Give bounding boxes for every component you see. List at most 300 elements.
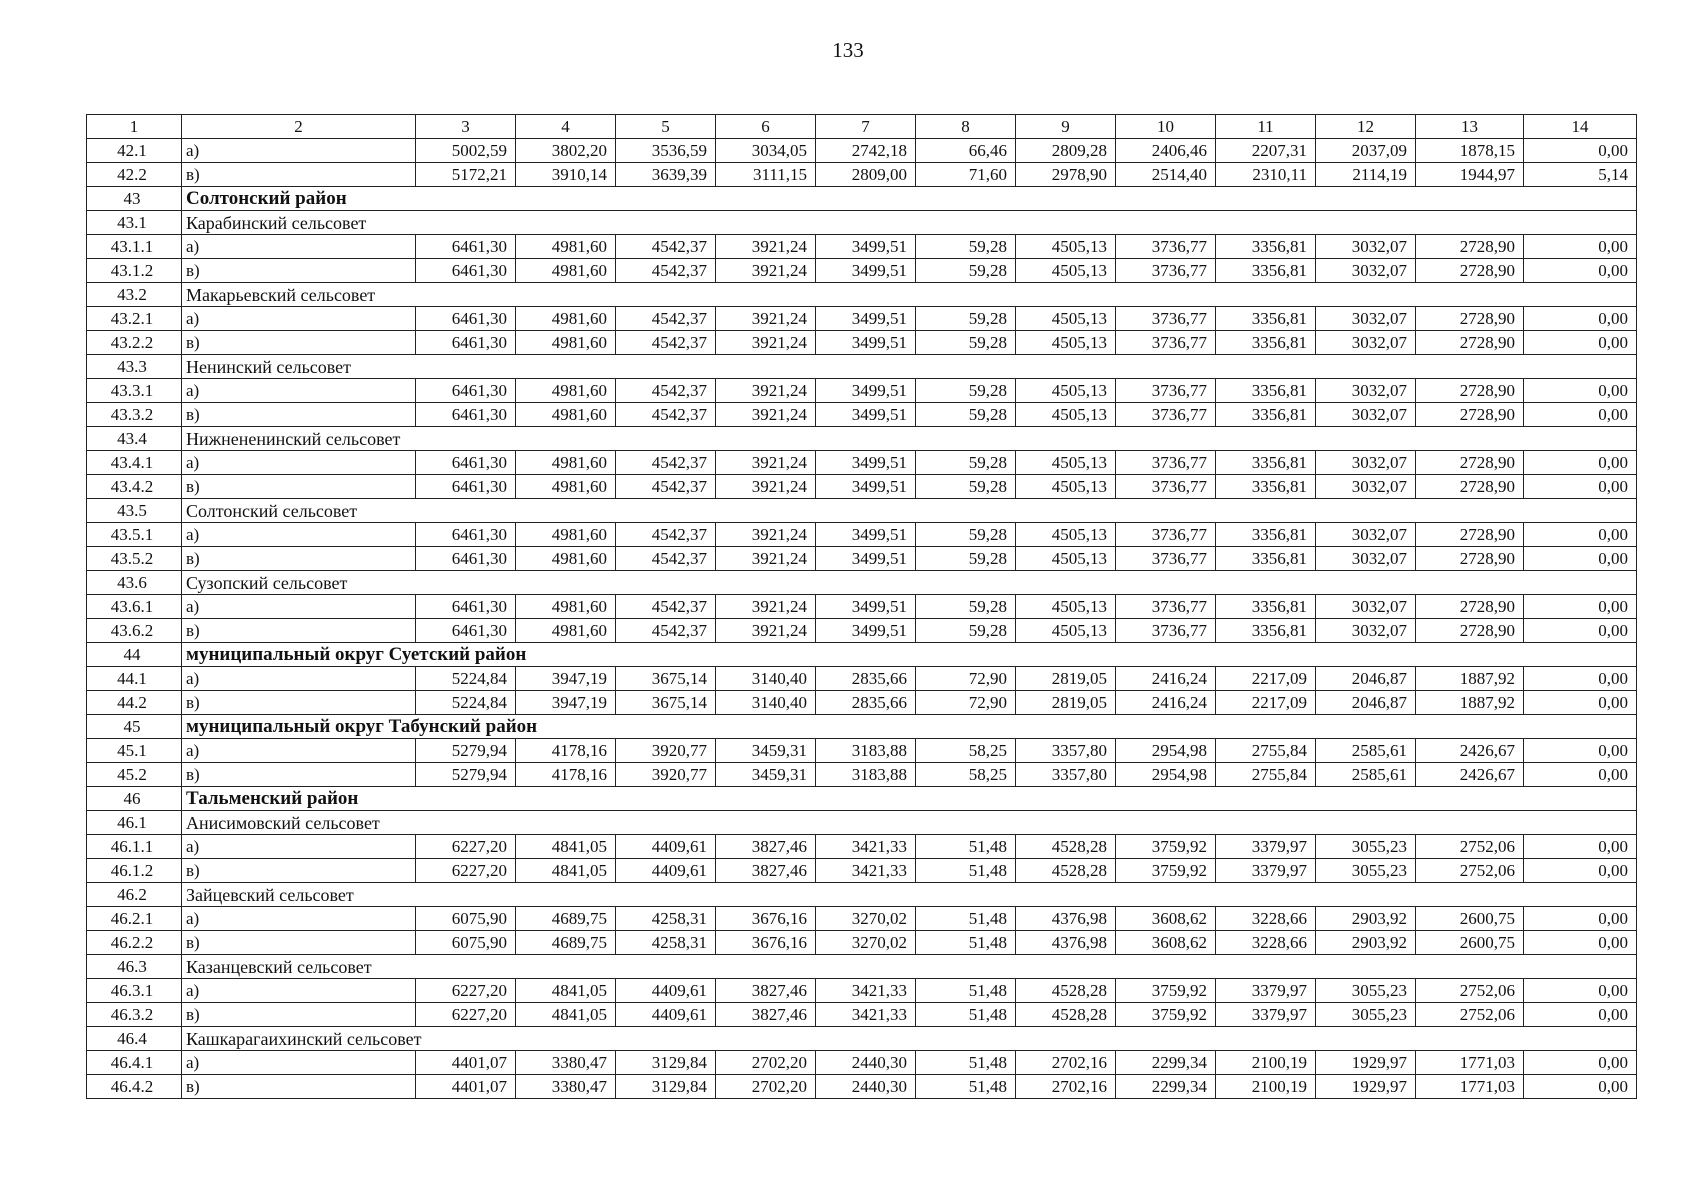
district-row [87,643,1637,667]
row-variant: в) [182,859,416,883]
value-cell: 3228,66 [1216,931,1316,955]
value-cell: 2440,30 [816,1051,916,1075]
column-header: 10 [1116,115,1216,139]
value-cell: 3356,81 [1216,331,1316,355]
value-cell: 4505,13 [1016,547,1116,571]
value-cell: 0,00 [1524,379,1637,403]
value-cell: 2742,18 [816,139,916,163]
value-cell: 3499,51 [816,523,916,547]
value-cell: 4981,60 [516,331,616,355]
value-cell: 4981,60 [516,475,616,499]
value-cell: 4409,61 [616,835,716,859]
row-code: 46.4.1 [87,1051,182,1075]
value-cell: 2728,90 [1416,403,1524,427]
value-cell: 4505,13 [1016,331,1116,355]
value-cell: 3183,88 [816,763,916,787]
table-row [87,259,1637,283]
row-code: 44 [87,643,182,667]
value-cell: 2728,90 [1416,259,1524,283]
value-cell: 3228,66 [1216,907,1316,931]
value-cell: 3675,14 [616,691,716,715]
value-cell: 3032,07 [1316,235,1416,259]
value-cell: 4528,28 [1016,835,1116,859]
value-cell: 3736,77 [1116,547,1216,571]
row-variant: а) [182,739,416,763]
value-cell: 3356,81 [1216,475,1316,499]
value-cell: 2440,30 [816,1075,916,1099]
row-code: 46.2.1 [87,907,182,931]
value-cell: 3183,88 [816,739,916,763]
value-cell: 4409,61 [616,979,716,1003]
value-cell: 4528,28 [1016,859,1116,883]
row-code: 43.2 [87,283,182,307]
value-cell: 51,48 [916,979,1016,1003]
row-code: 46.2 [87,883,182,907]
tariff-table [86,114,1637,1099]
table-row [87,379,1637,403]
value-cell: 3421,33 [816,835,916,859]
value-cell: 3639,39 [616,163,716,187]
value-cell: 2702,16 [1016,1051,1116,1075]
district-name: Солтонский район [182,187,1637,211]
value-cell: 6461,30 [416,475,516,499]
table-row [87,739,1637,763]
value-cell: 0,00 [1524,1051,1637,1075]
value-cell: 4401,07 [416,1051,516,1075]
value-cell: 4542,37 [616,547,716,571]
row-code: 43.4 [87,427,182,451]
row-variant: в) [182,619,416,643]
table-row [87,931,1637,955]
value-cell: 3499,51 [816,331,916,355]
value-cell: 3270,02 [816,931,916,955]
value-cell: 3032,07 [1316,331,1416,355]
value-cell: 1929,97 [1316,1075,1416,1099]
value-cell: 4981,60 [516,235,616,259]
value-cell: 0,00 [1524,235,1637,259]
value-cell: 2702,20 [716,1075,816,1099]
value-cell: 66,46 [916,139,1016,163]
value-cell: 2416,24 [1116,691,1216,715]
table-row [87,979,1637,1003]
value-cell: 4505,13 [1016,259,1116,283]
value-cell: 72,90 [916,667,1016,691]
row-code: 45 [87,715,182,739]
value-cell: 4258,31 [616,931,716,955]
value-cell: 4542,37 [616,235,716,259]
value-cell: 2100,19 [1216,1051,1316,1075]
value-cell: 2728,90 [1416,307,1524,331]
value-cell: 6461,30 [416,595,516,619]
column-header: 5 [616,115,716,139]
value-cell: 6461,30 [416,379,516,403]
value-cell: 59,28 [916,523,1016,547]
row-code: 43.3.2 [87,403,182,427]
row-code: 45.1 [87,739,182,763]
value-cell: 3499,51 [816,307,916,331]
column-header: 6 [716,115,816,139]
value-cell: 2310,11 [1216,163,1316,187]
value-cell: 1771,03 [1416,1075,1524,1099]
value-cell: 6461,30 [416,331,516,355]
row-code: 43.5 [87,499,182,523]
value-cell: 4542,37 [616,259,716,283]
value-cell: 72,90 [916,691,1016,715]
value-cell: 6461,30 [416,619,516,643]
value-cell: 59,28 [916,547,1016,571]
value-cell: 3032,07 [1316,547,1416,571]
row-code: 46.1.1 [87,835,182,859]
value-cell: 0,00 [1524,1003,1637,1027]
value-cell: 2046,87 [1316,691,1416,715]
value-cell: 5,14 [1524,163,1637,187]
row-variant: в) [182,1003,416,1027]
value-cell: 3675,14 [616,667,716,691]
value-cell: 4542,37 [616,451,716,475]
value-cell: 3032,07 [1316,475,1416,499]
row-code: 43.6.2 [87,619,182,643]
council-row [87,1027,1637,1051]
value-cell: 0,00 [1524,547,1637,571]
column-number-row [87,115,1637,139]
value-cell: 0,00 [1524,331,1637,355]
value-cell: 3608,62 [1116,907,1216,931]
value-cell: 3357,80 [1016,763,1116,787]
value-cell: 3356,81 [1216,595,1316,619]
council-row [87,427,1637,451]
row-code: 46.3.1 [87,979,182,1003]
value-cell: 4542,37 [616,379,716,403]
row-code: 46.1.2 [87,859,182,883]
value-cell: 2600,75 [1416,907,1524,931]
value-cell: 0,00 [1524,451,1637,475]
value-cell: 0,00 [1524,691,1637,715]
value-cell: 0,00 [1524,931,1637,955]
council-name: Зайцевский сельсовет [182,883,1637,907]
page-number: 133 [832,38,864,62]
value-cell: 3032,07 [1316,403,1416,427]
value-cell: 6461,30 [416,403,516,427]
value-cell: 2752,06 [1416,979,1524,1003]
value-cell: 1878,15 [1416,139,1524,163]
value-cell: 2903,92 [1316,907,1416,931]
value-cell: 2755,84 [1216,739,1316,763]
value-cell: 4689,75 [516,907,616,931]
value-cell: 1887,92 [1416,667,1524,691]
value-cell: 6227,20 [416,835,516,859]
row-code: 46.3.2 [87,1003,182,1027]
value-cell: 2037,09 [1316,139,1416,163]
value-cell: 4409,61 [616,859,716,883]
value-cell: 3736,77 [1116,259,1216,283]
value-cell: 4178,16 [516,763,616,787]
value-cell: 3759,92 [1116,979,1216,1003]
row-code: 44.1 [87,667,182,691]
table-row [87,835,1637,859]
value-cell: 3736,77 [1116,523,1216,547]
table-row [87,403,1637,427]
district-row [87,187,1637,211]
value-cell: 59,28 [916,595,1016,619]
district-row [87,715,1637,739]
row-variant: а) [182,979,416,1003]
value-cell: 59,28 [916,235,1016,259]
value-cell: 59,28 [916,331,1016,355]
value-cell: 6075,90 [416,907,516,931]
value-cell: 3421,33 [816,979,916,1003]
row-variant: в) [182,475,416,499]
column-header: 13 [1416,115,1524,139]
value-cell: 2728,90 [1416,235,1524,259]
value-cell: 2416,24 [1116,667,1216,691]
value-cell: 59,28 [916,403,1016,427]
row-code: 46.2.2 [87,931,182,955]
value-cell: 6227,20 [416,979,516,1003]
value-cell: 4841,05 [516,979,616,1003]
row-code: 43.4.1 [87,451,182,475]
value-cell: 51,48 [916,859,1016,883]
value-cell: 3032,07 [1316,307,1416,331]
value-cell: 3499,51 [816,235,916,259]
value-cell: 0,00 [1524,979,1637,1003]
value-cell: 2809,00 [816,163,916,187]
row-code: 43.2.1 [87,307,182,331]
value-cell: 3499,51 [816,259,916,283]
council-name: Нижнененинский сельсовет [182,427,1637,451]
column-header: 2 [182,115,416,139]
value-cell: 0,00 [1524,523,1637,547]
value-cell: 2809,28 [1016,139,1116,163]
value-cell: 6461,30 [416,547,516,571]
value-cell: 3356,81 [1216,259,1316,283]
value-cell: 3129,84 [616,1075,716,1099]
row-code: 46.4 [87,1027,182,1051]
value-cell: 2585,61 [1316,763,1416,787]
value-cell: 3921,24 [716,403,816,427]
row-variant: а) [182,139,416,163]
value-cell: 4542,37 [616,307,716,331]
value-cell: 51,48 [916,1075,1016,1099]
value-cell: 4542,37 [616,619,716,643]
column-header: 9 [1016,115,1116,139]
table-row [87,331,1637,355]
value-cell: 3055,23 [1316,1003,1416,1027]
value-cell: 3676,16 [716,907,816,931]
value-cell: 6075,90 [416,931,516,955]
value-cell: 5224,84 [416,691,516,715]
table-row [87,163,1637,187]
row-code: 43.3.1 [87,379,182,403]
table-row [87,1003,1637,1027]
value-cell: 3032,07 [1316,619,1416,643]
row-variant: в) [182,331,416,355]
value-cell: 2100,19 [1216,1075,1316,1099]
table-row [87,139,1637,163]
value-cell: 3759,92 [1116,1003,1216,1027]
row-variant: а) [182,835,416,859]
value-cell: 2954,98 [1116,739,1216,763]
value-cell: 0,00 [1524,139,1637,163]
value-cell: 4505,13 [1016,379,1116,403]
value-cell: 3736,77 [1116,619,1216,643]
value-cell: 3034,05 [716,139,816,163]
value-cell: 1771,03 [1416,1051,1524,1075]
value-cell: 3608,62 [1116,931,1216,955]
value-cell: 2406,46 [1116,139,1216,163]
table-row [87,547,1637,571]
value-cell: 51,48 [916,1051,1016,1075]
value-cell: 59,28 [916,379,1016,403]
value-cell: 3379,97 [1216,979,1316,1003]
value-cell: 2114,19 [1316,163,1416,187]
value-cell: 3736,77 [1116,235,1216,259]
row-code: 44.2 [87,691,182,715]
value-cell: 0,00 [1524,595,1637,619]
council-row [87,499,1637,523]
value-cell: 3356,81 [1216,307,1316,331]
value-cell: 4528,28 [1016,1003,1116,1027]
value-cell: 4528,28 [1016,979,1116,1003]
value-cell: 2978,90 [1016,163,1116,187]
table-row [87,595,1637,619]
value-cell: 0,00 [1524,907,1637,931]
row-code: 43.2.2 [87,331,182,355]
value-cell: 1944,97 [1416,163,1524,187]
value-cell: 4981,60 [516,451,616,475]
council-row [87,955,1637,979]
value-cell: 4841,05 [516,835,616,859]
value-cell: 3357,80 [1016,739,1116,763]
value-cell: 3759,92 [1116,859,1216,883]
row-variant: в) [182,259,416,283]
value-cell: 3736,77 [1116,307,1216,331]
value-cell: 51,48 [916,931,1016,955]
council-name: Макарьевский сельсовет [182,283,1637,307]
district-name: муниципальный округ Табунский район [182,715,1637,739]
row-code: 43.3 [87,355,182,379]
value-cell: 3356,81 [1216,235,1316,259]
row-code: 43.1 [87,211,182,235]
value-cell: 58,25 [916,739,1016,763]
row-variant: а) [182,379,416,403]
value-cell: 3921,24 [716,451,816,475]
value-cell: 2728,90 [1416,379,1524,403]
value-cell: 3827,46 [716,1003,816,1027]
value-cell: 6461,30 [416,259,516,283]
value-cell: 4376,98 [1016,907,1116,931]
value-cell: 3920,77 [616,739,716,763]
value-cell: 4409,61 [616,1003,716,1027]
table-row [87,763,1637,787]
value-cell: 3947,19 [516,667,616,691]
value-cell: 3499,51 [816,595,916,619]
value-cell: 3140,40 [716,667,816,691]
table-row [87,619,1637,643]
value-cell: 4505,13 [1016,307,1116,331]
value-cell: 3499,51 [816,451,916,475]
row-variant: а) [182,307,416,331]
value-cell: 3356,81 [1216,451,1316,475]
table-row [87,691,1637,715]
value-cell: 2819,05 [1016,667,1116,691]
value-cell: 3921,24 [716,307,816,331]
value-cell: 3421,33 [816,1003,916,1027]
row-variant: а) [182,235,416,259]
value-cell: 3736,77 [1116,475,1216,499]
column-header: 14 [1524,115,1637,139]
column-header: 7 [816,115,916,139]
row-variant: в) [182,547,416,571]
value-cell: 3921,24 [716,595,816,619]
row-variant: а) [182,595,416,619]
row-variant: в) [182,691,416,715]
row-code: 42.2 [87,163,182,187]
value-cell: 3759,92 [1116,835,1216,859]
row-code: 43.1.1 [87,235,182,259]
value-cell: 4258,31 [616,907,716,931]
value-cell: 2600,75 [1416,931,1524,955]
value-cell: 2954,98 [1116,763,1216,787]
value-cell: 4376,98 [1016,931,1116,955]
value-cell: 2752,06 [1416,835,1524,859]
value-cell: 3910,14 [516,163,616,187]
value-cell: 3032,07 [1316,523,1416,547]
value-cell: 2728,90 [1416,595,1524,619]
value-cell: 3947,19 [516,691,616,715]
table-row [87,451,1637,475]
value-cell: 3921,24 [716,523,816,547]
value-cell: 3736,77 [1116,451,1216,475]
row-code: 43.5.2 [87,547,182,571]
value-cell: 3736,77 [1116,403,1216,427]
council-name: Кашкарагаихинский сельсовет [182,1027,1637,1051]
value-cell: 0,00 [1524,667,1637,691]
value-cell: 5002,59 [416,139,516,163]
value-cell: 3736,77 [1116,331,1216,355]
value-cell: 3827,46 [716,835,816,859]
value-cell: 3129,84 [616,1051,716,1075]
value-cell: 3270,02 [816,907,916,931]
value-cell: 0,00 [1524,859,1637,883]
value-cell: 59,28 [916,259,1016,283]
value-cell: 4505,13 [1016,619,1116,643]
value-cell: 2755,84 [1216,763,1316,787]
value-cell: 4981,60 [516,595,616,619]
table-row [87,523,1637,547]
table-row [87,307,1637,331]
value-cell: 0,00 [1524,307,1637,331]
council-row [87,211,1637,235]
value-cell: 3140,40 [716,691,816,715]
value-cell: 4841,05 [516,1003,616,1027]
value-cell: 0,00 [1524,1075,1637,1099]
table-row [87,1075,1637,1099]
row-variant: в) [182,931,416,955]
council-name: Солтонский сельсовет [182,499,1637,523]
value-cell: 3499,51 [816,379,916,403]
value-cell: 3736,77 [1116,595,1216,619]
value-cell: 2752,06 [1416,859,1524,883]
row-code: 45.2 [87,763,182,787]
council-row [87,355,1637,379]
value-cell: 3921,24 [716,235,816,259]
value-cell: 3032,07 [1316,451,1416,475]
value-cell: 2728,90 [1416,475,1524,499]
value-cell: 4981,60 [516,379,616,403]
row-code: 43.1.2 [87,259,182,283]
value-cell: 3356,81 [1216,523,1316,547]
value-cell: 4542,37 [616,403,716,427]
